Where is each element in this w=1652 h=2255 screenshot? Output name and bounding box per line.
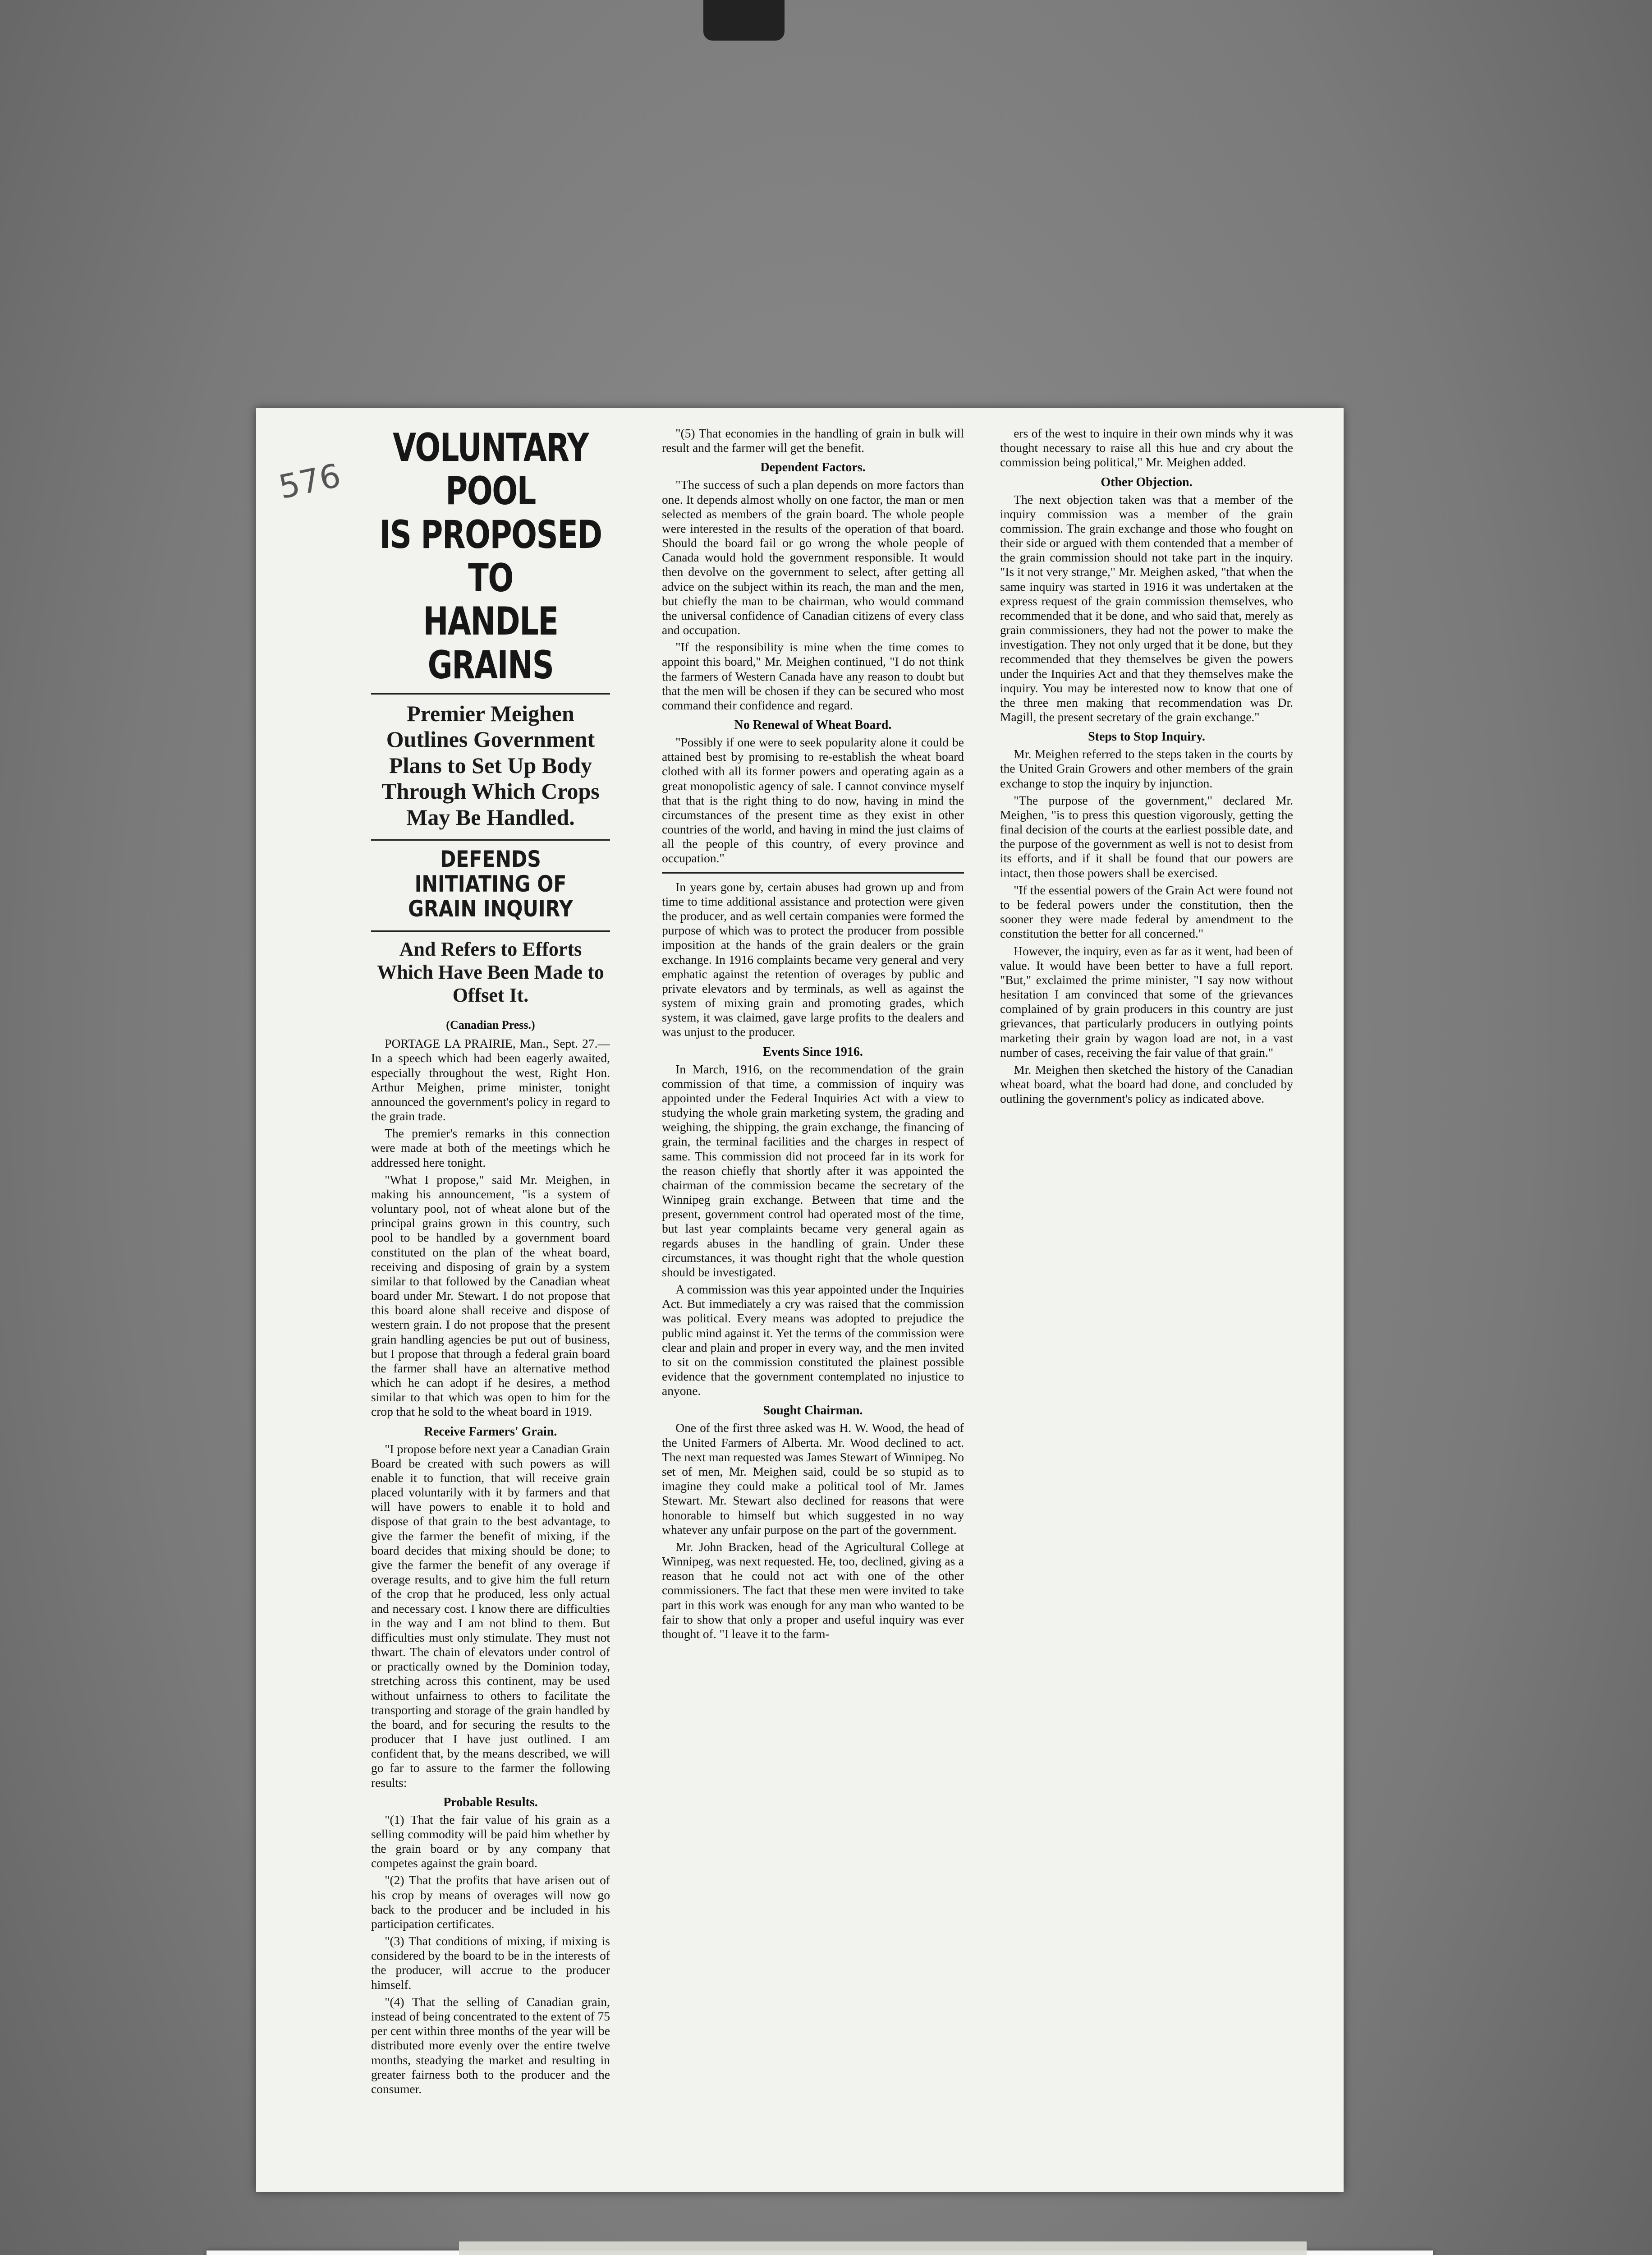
paragraph: The next objection taken was that a member of the inquiry commission was a member of the grain commission. The grain exchange and those who fought on their side or argued with them contended that a member of the grain commission should not take part in the inquiry. "Is it not very strange," Mr. Meighen asked, "that when the same inquiry was started in 1916 it was undertaken at the express request of the grain commission themselves, who recommended that it be done, and who said that, merely as grain commissioners, they had not the power to make the investigation. They not only urged that it be done, but they recommended that they themselves be given the powers under the Inquiries Act and that they themselves make the inquiry. You may be interested now to know that one of the three men making that recommendation was Dr. Magill, the present secretary of the grain exchange." bbox=[1000, 492, 1293, 724]
paragraph: "(2) That the profits that have arisen out of his crop by means of overages will now go back to the producer and be included in his participation certificates. bbox=[371, 1873, 610, 1931]
subheading: Other Objection. bbox=[1101, 475, 1193, 489]
paragraph: In years gone by, certain abuses had grown up and from time to time additional assistance and protection were given the producer, and as well certain companies were formed the purpose of which was to protect the producer from possible imposition at the hands of the grain dealers or the grain exchange. In 1916 complaints became very general and very emphatic against the retention of overages by public and private elevators and by terminals, as well as against the system of mixing grain and promoting grades, which system, it was claimed, gave large profits to the dealers and was unjust to the producer. bbox=[662, 879, 964, 1039]
paragraph: "If the essential powers of the Grain Act were found not to be federal powers under the constitution, then the sooner they were made federal by amendment to the constitution the better for all concerned." bbox=[1000, 883, 1293, 941]
subheading: Steps to Stop Inquiry. bbox=[1088, 730, 1205, 744]
paragraph: "I propose before next year a Canadian Grain Board be created with such powers as will enable it to function, that will receive grain placed voluntarily with it by farmers and that will have powers to enable it to hold and dispose of that grain to the best advantage, to give the farmer the benefit of mixing, if the board decides that mixing should be done; to give the farmer the benefit of any overage if overage results, and to give him the full return of the crop that he produced, less only actual and necessary cost. I know there are difficulties in the way and I am not blind to them. But difficulties must only stimulate. They must not thwart. The chain of elevators under control of or practically owned by the Dominion today, stretching across this continent, may be used without unfairness to others to facilitate the transporting and storage of the grain handled by the board, and for securing the results to the producer that I have just outlined. I am confident that, by the means described, we will go far to assure to the farmer the following results: bbox=[371, 1441, 610, 1790]
clip bbox=[703, 0, 785, 41]
paragraph: "(3) That conditions of mixing, if mixing is considered by the board to be in the interests of the producer, will accrue to the producer himself. bbox=[371, 1934, 610, 1992]
press-credit: (Canadian Press.) bbox=[446, 1018, 535, 1032]
column-1-body bbox=[371, 1036, 610, 2096]
paragraph: "(5) That economies in the handling of grain in bulk will result and the farmer will get the benefit. bbox=[662, 426, 964, 455]
archive-label bbox=[206, 2250, 1433, 2255]
divider bbox=[662, 872, 964, 874]
subheading: Probable Results. bbox=[443, 1795, 538, 1809]
paragraph: "(1) That the fair value of his grain as a selling commodity will be paid him whether by the grain board or by any company that competes against the grain board. bbox=[371, 1812, 610, 1870]
paragraph: Mr. Meighen referred to the steps taken in the courts by the United Grain Growers and other members of the grain exchange to stop the inquiry by injunction. bbox=[1000, 747, 1293, 790]
paragraph: Mr. John Bracken, head of the Agricultural College at Winnipeg, was next requested. He, too, declined, giving as a reason that he could not act with one of the other commissioners. The fact that these men were invited to take part in this work was enough for any man who wanted to be fair to show that only a proper and useful inquiry was ever thought of. "I leave it to the farm- bbox=[662, 1539, 964, 1641]
column-3-body bbox=[1000, 426, 1293, 1106]
newspaper-clipping bbox=[256, 408, 1344, 2192]
paragraph: One of the first three asked was H. W. Wood, the head of the United Farmers of Alberta. Mr. Wood declined to act. The next man requested was James Stewart of Winnipeg. No set of men, Mr. Meighen said, could be so stupid as to imagine they could make a political tool of Mr. James Stewart. Mr. Stewart also declined for reasons that were honorable to himself but which suggested in no way whatever any unfair purpose on the part of the government. bbox=[662, 1421, 964, 1537]
tape bbox=[459, 2241, 1307, 2255]
paragraph: "(4) That the selling of Canadian grain, instead of being concentrated to the extent of 75 per cent within three months of the year will be distributed more evenly over the entire twelve months, steadying the market and resulting in greater fairness both to the producer and the consumer. bbox=[371, 1994, 610, 2096]
column-2-body bbox=[662, 426, 964, 1641]
column-1 bbox=[371, 426, 610, 2172]
paragraph: Mr. Meighen then sketched the history of the Canadian wheat board, what the board had done, and concluded by outlining the government's policy as indicated above. bbox=[1000, 1062, 1293, 1106]
subheading: Events Since 1916. bbox=[763, 1045, 863, 1059]
column-3 bbox=[1000, 426, 1293, 1450]
headline bbox=[376, 426, 605, 687]
deck-2: DEFENDS INITIATING OF GRAIN INQUIRY bbox=[408, 846, 573, 922]
deck-3: And Refers to Efforts Which Have Been Made to Offset It. bbox=[377, 938, 604, 1006]
paragraph: "The purpose of the government," declared Mr. Meighen, "is to press this question vigorously, getting the final decision of the courts at the earliest possible date, and the purpose of the government as well is not to desist from its efforts, and if it shall be found that our powers are intact, then those powers shall be exercised. bbox=[1000, 793, 1293, 880]
column-2 bbox=[662, 426, 964, 2176]
deck-1: Premier Meighen Outlines Government Plans to Set Up Body Through Which Crops May Be Handled. bbox=[381, 700, 600, 830]
subheading: Receive Farmers' Grain. bbox=[424, 1424, 557, 1439]
paragraph: ers of the west to inquire in their own minds why it was thought necessary to raise all this hue and cry about the commission being political," Mr. Meighen added. bbox=[1000, 426, 1293, 469]
headline-line-3: HANDLE GRAINS bbox=[423, 599, 558, 688]
paragraph: "The success of such a plan depends on more factors than one. It depends almost wholly on one factor, the man or men selected as members of the grain board. The whole people were interested in the results of the operation of that board. Should the board fail or go wrong the whole people of Canada would hold the government responsible. It would then devolve on the government to select, after getting all advice on the subject within its reach, the man and the men, but chiefly the man to be chairman, who would command the universal confidence of Canadian citizens of every class and occupation. bbox=[662, 478, 964, 637]
paragraph: However, the inquiry, even as far as it went, had been of value. It would have been better to have a full report. "But," exclaimed the prime minister, "I say now without hesitation I am convinced that some of the grievances complained of by grain producers in this country are just grievances, that particularly producers in outlying points marketing their grain by wagon load are not, in a vast number of cases, receiving the fair value of that grain." bbox=[1000, 943, 1293, 1059]
divider bbox=[371, 693, 610, 695]
headline-line-2: IS PROPOSED TO bbox=[379, 512, 602, 601]
subheading: Dependent Factors. bbox=[760, 460, 866, 475]
subheading: No Renewal of Wheat Board. bbox=[734, 718, 892, 732]
paragraph: "What I propose," said Mr. Meighen, in making his announcement, "is a system of voluntary pool, not of wheat alone but of the principal grains grown in this country, such pool to be handled by a government board constituted on the plan of the wheat board, receiving and disposing of grain by a system similar to that followed by the Canadian wheat board under Mr. Stewart. I do not propose that this board alone shall receive and dispose of western grain. I do not propose that the present grain handling agencies be put out of business, but I propose that through a federal grain board the farmer shall have an alternative method which he can adopt if he desires, a method similar to that which was open to him for the crop that he sold to the wheat board in 1919. bbox=[371, 1172, 610, 1419]
paragraph: In March, 1916, on the recommendation of the grain commission of that time, a commission of inquiry was appointed under the Federal Inquiries Act with a view to studying the whole grain marketing system, the grading and weighing, the shipping, the grain exchange, the financing of grain, the terminal facilities and the charges in respect of same. This commission did not proceed far in its work for the reason chiefly that shortly after it was appointed the chairman of the commission became the secretary of the Winnipeg grain exchange. Between that time and the present, government control had operated most of the time, but last year complaints became very general again as regards abuses in the handling of grain. Under these circumstances, it was thought right that the whole question should be investigated. bbox=[662, 1062, 964, 1279]
divider bbox=[371, 839, 610, 841]
pencil-mark: 576 bbox=[275, 456, 344, 506]
paragraph: PORTAGE LA PRAIRIE, Man., Sept. 27.—In a speech which had been eagerly awaited, especially throughout the west, Right Hon. Arthur Meighen, prime minister, tonight announced the government's policy in regard to the grain trade. bbox=[371, 1036, 610, 1123]
headline-line-1: VOLUNTARY POOL bbox=[393, 426, 588, 514]
paragraph: A commission was this year appointed under the Inquiries Act. But immediately a cry was raised that the commission was political. Every means was adopted to prejudice the public mind against it. Yet the terms of the commission were clear and plain and proper in every way, and the men invited to sit on the commission constituted the plainest possible evidence that the government contemplated no injustice to anyone. bbox=[662, 1282, 964, 1398]
paragraph: "If the responsibility is mine when the time comes to appoint this board," Mr. Meighen continued, "I do not think the farmers of Western Canada have any reason to doubt but that the men will be chosen if they can be secured who most command their confidence and regard. bbox=[662, 640, 964, 712]
divider bbox=[371, 930, 610, 932]
paragraph: The premier's remarks in this connection were made at both of the meetings which he addressed here tonight. bbox=[371, 1126, 610, 1169]
paragraph: "Possibly if one were to seek popularity alone it could be attained best by promising to re-establish the wheat board clothed with all its former powers and operating again as a great monopolistic agency of sale. I cannot convince myself that that is the right thing to do now, having in mind the circumstances of the present time as they exist in other countries of the world, and having in mind the just claims of all the people of this country, of every province and occupation." bbox=[662, 735, 964, 865]
subheading: Sought Chairman. bbox=[763, 1404, 863, 1418]
